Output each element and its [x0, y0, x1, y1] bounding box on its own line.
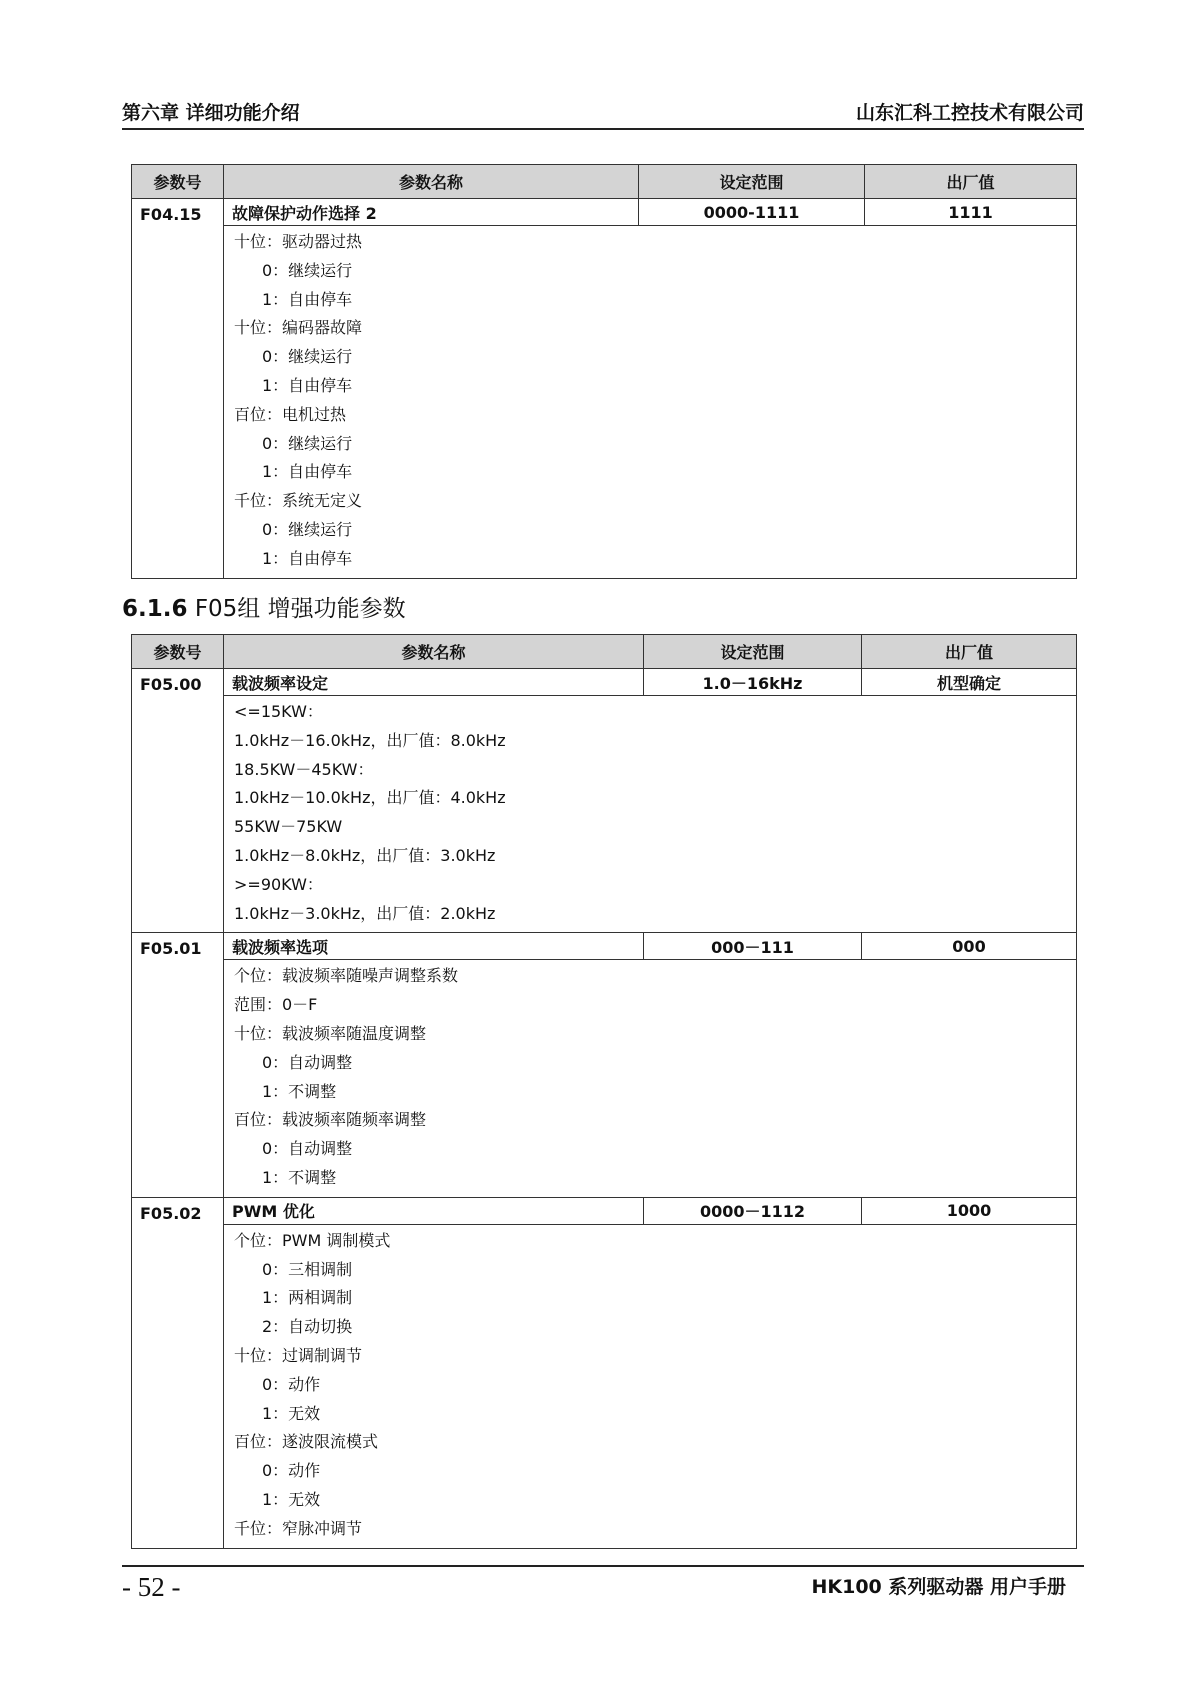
col-header-name: 参数名称 [224, 635, 644, 669]
desc-line: >=90KW： [234, 874, 323, 894]
desc-line: 千位：窄脉冲调节 [234, 1518, 363, 1538]
desc-line: 百位：电机过热 [234, 404, 347, 424]
desc-line: 1：无效 [262, 1403, 321, 1423]
param-name: 载波频率选项 [224, 933, 644, 960]
col-header-name: 参数名称 [224, 165, 639, 199]
chapter-title: 第六章 详细功能介绍 [122, 102, 300, 124]
desc-line: 0：继续运行 [262, 260, 353, 280]
col-header-code: 参数号 [132, 165, 224, 199]
col-header-code: 参数号 [132, 635, 224, 669]
desc-line: 0：自动调整 [262, 1139, 353, 1159]
param-range: 0000-1111 [639, 199, 865, 226]
param-default: 1111 [865, 199, 1077, 226]
desc-line: 1：自由停车 [262, 289, 353, 309]
param-row [132, 669, 1077, 696]
desc-line: 0：动作 [262, 1461, 321, 1481]
desc-line: 百位：载波频率随频率调整 [234, 1110, 427, 1130]
param-name: 载波频率设定 [224, 669, 644, 696]
param-name: 故障保护动作选择 2 [224, 199, 639, 226]
param-description [224, 696, 1077, 933]
param-code: F05.01 [132, 933, 224, 1197]
param-desc-row [132, 226, 1077, 579]
param-range: 000－111 [644, 933, 862, 960]
section-heading [122, 590, 406, 623]
param-table-f05 [131, 634, 1077, 1549]
param-default: 1000 [862, 1197, 1077, 1224]
manual-title: HK100 系列驱动器 用户手册 [811, 1576, 1066, 1598]
param-code: F05.00 [132, 669, 224, 933]
desc-line: 十位：编码器故障 [234, 318, 363, 338]
desc-line: 0：继续运行 [262, 519, 353, 539]
col-header-default: 出厂值 [862, 635, 1077, 669]
desc-line: 范围：0－F [234, 995, 318, 1015]
desc-line: 0：继续运行 [262, 433, 353, 453]
param-desc-row [132, 1224, 1077, 1548]
col-header-default: 出厂值 [865, 165, 1077, 199]
desc-line: 1.0kHz－10.0kHz，出厂值：4.0kHz [234, 788, 506, 808]
desc-line: 1：无效 [262, 1489, 321, 1509]
page-header [122, 98, 1084, 130]
desc-line: <=15KW： [234, 702, 323, 721]
page-number: - 52 - [122, 1572, 181, 1602]
desc-line: 1.0kHz－3.0kHz，出厂值：2.0kHz [234, 903, 496, 923]
desc-line: 0：自动调整 [262, 1052, 353, 1072]
desc-line: 百位：遂波限流模式 [234, 1432, 379, 1452]
desc-line: 18.5KW－45KW： [234, 759, 374, 779]
param-code: F05.02 [132, 1197, 224, 1548]
desc-line: 千位：系统无定义 [234, 491, 363, 511]
section-title: F05组 增强功能参数 [194, 596, 406, 622]
param-description [224, 1224, 1077, 1548]
desc-line: 1：不调整 [262, 1081, 337, 1101]
desc-line: 十位：载波频率随温度调整 [234, 1023, 427, 1043]
desc-line: 0：继续运行 [262, 347, 353, 367]
param-row [132, 933, 1077, 960]
desc-line: 个位：PWM 调制模式 [234, 1230, 391, 1250]
desc-line: 十位：过调制调节 [234, 1345, 363, 1365]
param-desc-row [132, 696, 1077, 933]
param-desc-row [132, 960, 1077, 1197]
desc-line: 十位：驱动器过热 [234, 232, 363, 251]
desc-line: 1.0kHz－16.0kHz，出厂值：8.0kHz [234, 730, 506, 750]
desc-line: 2：自动切换 [262, 1317, 353, 1337]
param-default: 机型确定 [862, 669, 1077, 696]
desc-line: 1：自由停车 [262, 375, 353, 395]
footer-rule [122, 1565, 1084, 1567]
col-header-range: 设定范围 [644, 635, 862, 669]
param-row [132, 199, 1077, 226]
desc-line: 个位：载波频率随噪声调整系数 [234, 966, 459, 986]
param-description [224, 960, 1077, 1197]
desc-line: 1：自由停车 [262, 462, 353, 482]
desc-line: 1：两相调制 [262, 1288, 353, 1308]
col-header-range: 设定范围 [639, 165, 865, 199]
param-code: F04.15 [132, 199, 224, 579]
param-range: 0000－1112 [644, 1197, 862, 1224]
section-number: 6.1.6 [122, 596, 188, 622]
param-default: 000 [862, 933, 1077, 960]
desc-line: 0：三相调制 [262, 1259, 353, 1279]
company-name: 山东汇科工控技术有限公司 [855, 102, 1084, 124]
table-header-row [132, 635, 1077, 669]
param-name: PWM 优化 [224, 1197, 644, 1224]
desc-line: 1：自由停车 [262, 548, 353, 568]
param-row [132, 1197, 1077, 1224]
table-header-row [132, 165, 1077, 199]
param-range: 1.0－16kHz [644, 669, 862, 696]
desc-line: 0：动作 [262, 1374, 321, 1394]
param-description [224, 226, 1077, 579]
param-table-f04 [131, 164, 1077, 579]
desc-line: 55KW－75KW [234, 817, 343, 837]
desc-line: 1：不调整 [262, 1167, 337, 1187]
desc-line: 1.0kHz－8.0kHz，出厂值：3.0kHz [234, 845, 496, 865]
